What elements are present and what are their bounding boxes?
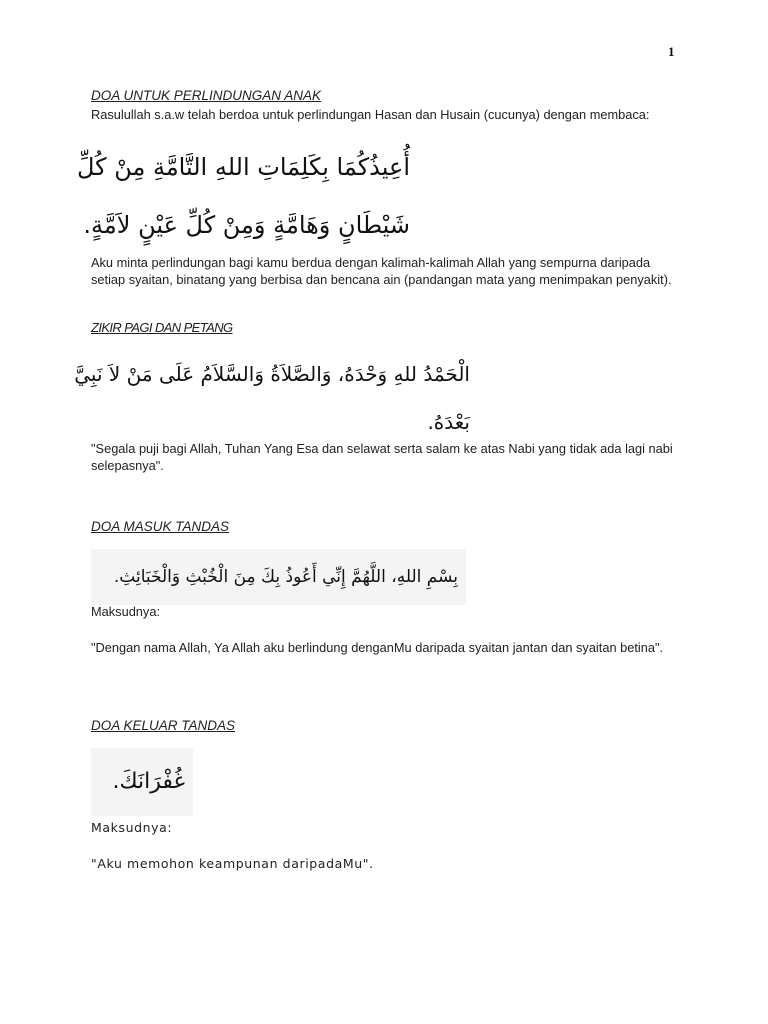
- arabic-prayer-perlindungan: [76, 138, 410, 254]
- section-heading-perlindungan-anak: DOA UNTUK PERLINDUNGAN ANAK: [91, 88, 322, 103]
- arabic-line: الْحَمْدُ للهِ وَحْدَهُ، وَالصَّلاَةُ وَالسَّلاَمُ عَلَى مَنْ لاَ نَبِيَّ: [74, 362, 470, 386]
- section-meaning: Aku minta perlindungan bagi kamu berdua dengan kalimah-kalimah Allah yang sempurna daripada setiap syaitan, binatang yang berbisa dan bencana ain (pandangan mata yang menimpakan penyakit).: [91, 255, 672, 287]
- section-heading-zikir: ZIKIR PAGI DAN PETANG: [91, 320, 233, 335]
- arabic-line: بِسْمِ اللهِ، اللَّهُمَّ إِنِّي أَعُوذُ بِكَ مِنَ الْخُبْثِ وَالْخَبَائِثِ.: [113, 567, 458, 587]
- arabic-line: شَيْطَانٍ وَهَامَّةٍ وَمِنْ كُلِّ عَيْنٍ لاَمَّةٍ.: [83, 211, 410, 239]
- section-heading-keluar-tandas: DOA KELUAR TANDAS: [91, 718, 236, 733]
- meaning-label: Maksudnya:: [91, 604, 160, 619]
- page-number: 1: [668, 44, 675, 59]
- arabic-keluar-tandas: [91, 748, 193, 816]
- section-intro: Rasulullah s.a.w telah berdoa untuk perlindungan Hasan dan Husain (cucunya) dengan membaca:: [91, 107, 650, 122]
- arabic-line: أُعِيذُكُمَا بِكَلِمَاتِ اللهِ التَّامَّةِ مِنْ كُلِّ: [76, 153, 410, 181]
- section-heading-masuk-tandas: DOA MASUK TANDAS: [91, 519, 230, 534]
- arabic-zikir: [74, 350, 470, 446]
- section-meaning: "Dengan nama Allah, Ya Allah aku berlindung denganMu daripada syaitan jantan dan syaitan betina".: [91, 640, 664, 655]
- arabic-line: غُفْرَانَكَ.: [112, 769, 185, 794]
- section-meaning: "Segala puji bagi Allah, Tuhan Yang Esa dan selawat serta salam ke atas Nabi yang tidak ada lagi nabi selepasnya".: [91, 441, 673, 473]
- section-meaning: "Aku memohon keampunan daripadaMu".: [91, 856, 374, 871]
- meaning-label: Maksudnya:: [91, 820, 173, 835]
- arabic-line: بَعْدَهُ.: [427, 410, 470, 434]
- arabic-masuk-tandas: [91, 549, 466, 605]
